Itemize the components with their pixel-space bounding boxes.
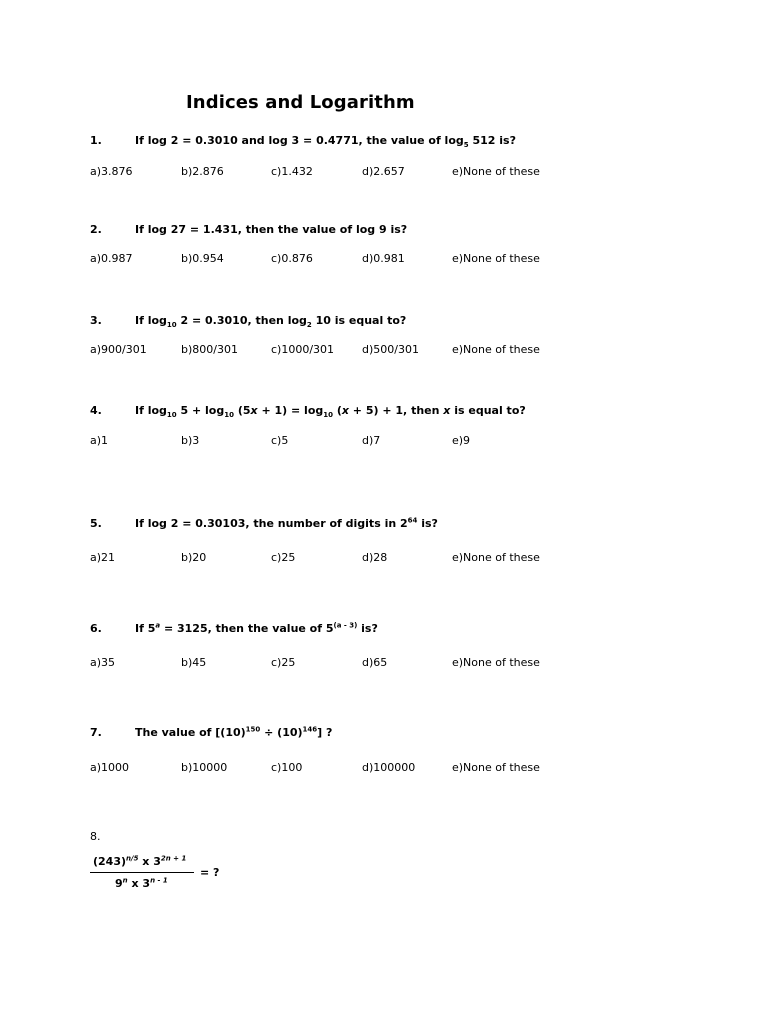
question-number: 2. [90,223,102,236]
option-a: a)0.987 [90,252,133,265]
page-title: Indices and Logarithm [186,92,415,113]
option-d: d)65 [362,656,388,669]
option-e: e)None of these [452,343,540,356]
option-a: a)1 [90,434,109,447]
equals-question: = ? [200,866,220,879]
question-number: 6. [90,622,102,635]
option-d: d)28 [362,551,388,564]
option-c: c)5 [271,434,289,447]
option-b: b)10000 [181,761,228,774]
option-b: b)20 [181,551,207,564]
option-a: a)21 [90,551,116,564]
question-text: If log 27 = 1.431, then the value of log 9 is? [135,223,408,236]
option-a: a)900/301 [90,343,147,356]
option-b: b)800/301 [181,343,238,356]
option-e: e)None of these [452,551,540,564]
option-d: d)7 [362,434,381,447]
option-d: d)0.981 [362,252,405,265]
question-text: If $\log_{10} 5 + \log_{10} (5x + 1) = \log_{10} (x + 5) + 1$, then x is equal to? [135,404,526,420]
question-number: 1. [90,134,102,147]
fraction-bar [90,872,194,873]
question-number: 4. [90,404,102,417]
option-e: e)9 [452,434,471,447]
option-e: e)None of these [452,656,540,669]
question-text: If log 2 = 0.3010 and log 3 = 0.4771, the value of $\log_5 512$ is? [135,134,516,150]
question-number: 8. [90,830,101,843]
question-text: The value of $[(10)^{150} \div (10)^{146}]$ ? [135,725,333,739]
option-d: d)2.657 [362,165,405,178]
option-a: a)1000 [90,761,130,774]
option-c: c)25 [271,656,296,669]
option-d: d)500/301 [362,343,419,356]
option-b: b)45 [181,656,207,669]
option-c: c)100 [271,761,303,774]
option-b: b)2.876 [181,165,224,178]
option-d: d)100000 [362,761,416,774]
question-text: If $5^a = 3125$, then the value of 5$^{(a - 3)}$ is? [135,621,378,635]
question-number: 5. [90,517,102,530]
option-b: b)0.954 [181,252,224,265]
question-text: If $\log_{10} 2 = 0.3010$, then $\log_2 10$ is equal to? [135,314,407,330]
option-c: c)1000/301 [271,343,335,356]
option-e: e)None of these [452,252,540,265]
fraction-numerator: $(243)^{n/5}$ x $3^{2n + 1}$ [93,854,187,868]
question-number: 7. [90,726,102,739]
question-text: If log 2 = 0.30103, the number of digits in $2^{64}$ is? [135,516,438,530]
option-c: c)1.432 [271,165,313,178]
option-a: a)35 [90,656,116,669]
option-e: e)None of these [452,165,540,178]
option-c: c)25 [271,551,296,564]
option-e: e)None of these [452,761,540,774]
fraction-denominator: 9$^n$ x 3$^{n - 1}$ [115,876,168,890]
option-b: b)3 [181,434,200,447]
option-c: c)0.876 [271,252,313,265]
option-a: a)3.876 [90,165,133,178]
question-number: 3. [90,314,102,327]
